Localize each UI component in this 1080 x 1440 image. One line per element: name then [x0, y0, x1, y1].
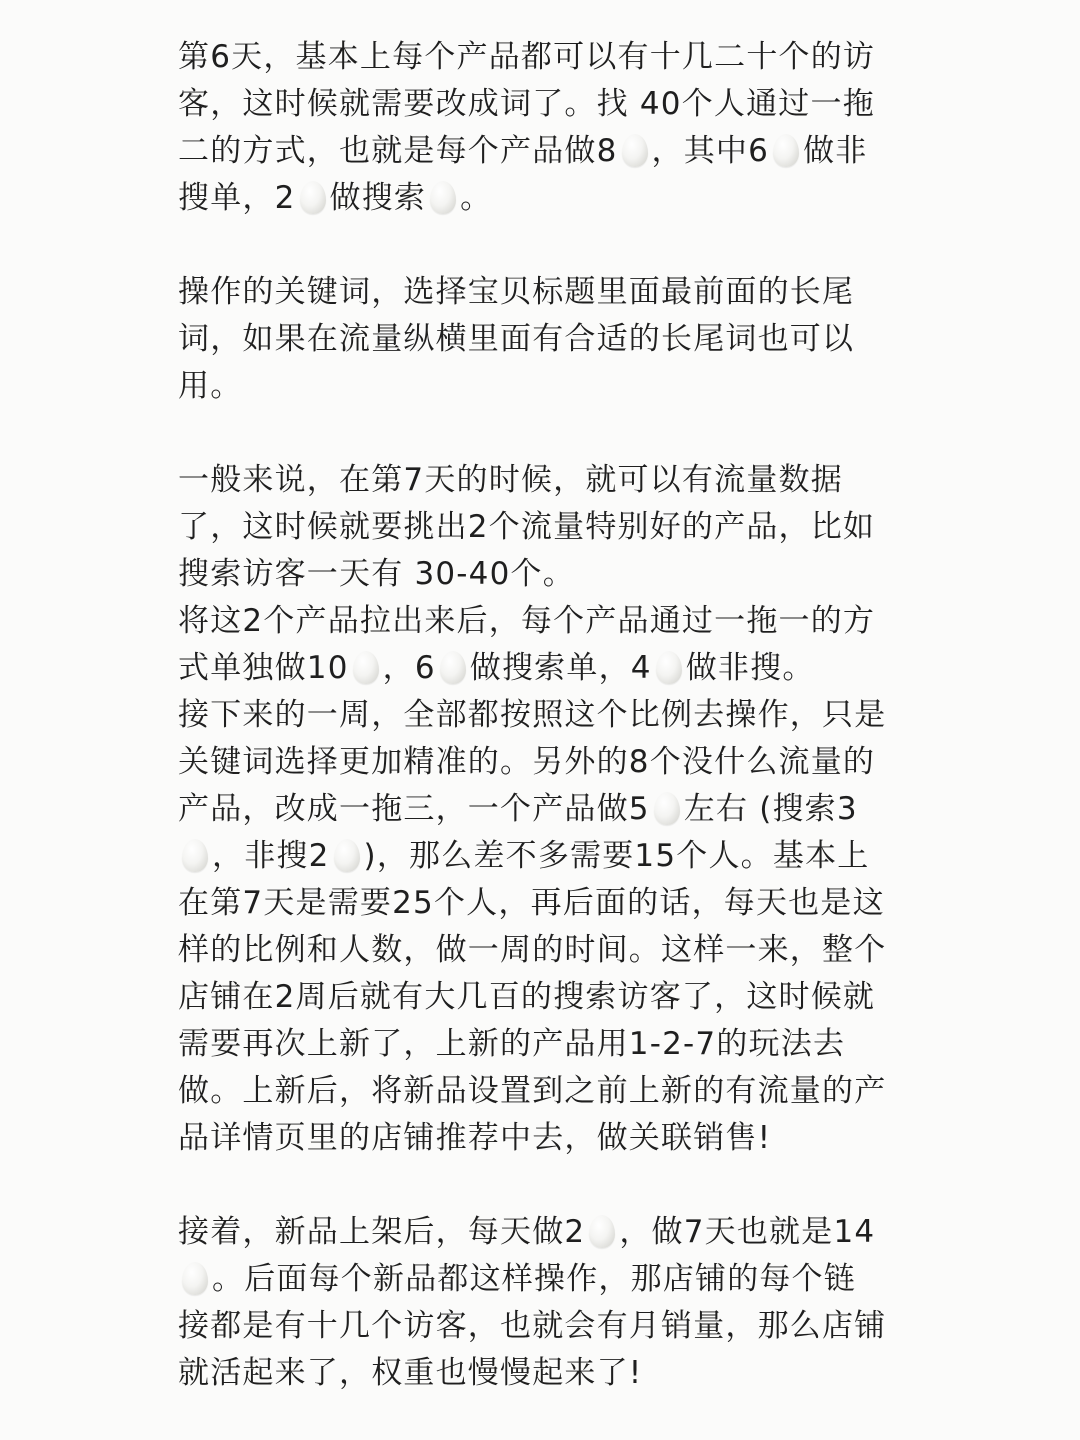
text-run: 需要再次上新了，上新的产品用1-2-7的玩法去	[178, 1026, 846, 1062]
text-run: 样的比例和人数，做一周的时间。这样一来，整个	[178, 932, 887, 968]
text-run: 做。上新后，将新品设置到之前上新的有流量的产	[178, 1073, 887, 1109]
text-run: ，非搜2	[212, 838, 330, 874]
text-line	[178, 1021, 930, 1068]
egg-emoji-icon	[334, 839, 360, 872]
text-run: ，做7天也就是14	[619, 1214, 876, 1250]
text-line	[178, 974, 930, 1021]
text-run: 做搜索单，4	[469, 650, 652, 686]
egg-emoji-icon	[656, 651, 682, 684]
text-line	[178, 598, 930, 645]
text-line	[178, 504, 930, 551]
text-line	[178, 880, 930, 927]
text-line	[178, 269, 930, 316]
paragraph-gap	[178, 410, 930, 457]
text-line	[178, 457, 930, 504]
text-line	[178, 81, 930, 128]
text-run: 搜单，2	[178, 180, 296, 216]
text-run: )，那么差不多需要15个人。基本上	[363, 838, 870, 874]
text-run: 。后面每个新品都这样操作，那店铺的每个链	[212, 1261, 856, 1297]
text-run: 用。	[178, 368, 243, 404]
text-run: 第6天，基本上每个产品都可以有十几二十个的访	[178, 39, 876, 75]
paragraph-gap	[178, 222, 930, 269]
text-run: 做非	[803, 133, 868, 169]
text-run: 左右 (搜索3	[683, 791, 858, 827]
text-line	[178, 1350, 930, 1397]
text-run: 一般来说，在第7天的时候，就可以有流量数据	[178, 462, 843, 498]
egg-emoji-icon	[440, 651, 466, 684]
text-run: 式单独做10	[178, 650, 349, 686]
text-line	[178, 128, 930, 175]
text-run: 搜索访客一天有 30-40个。	[178, 556, 575, 592]
text-line	[178, 786, 930, 833]
text-line	[178, 551, 930, 598]
egg-emoji-icon	[182, 1262, 208, 1295]
paragraph-2	[178, 269, 930, 410]
text-run: 。	[460, 180, 493, 216]
text-run: 二的方式，也就是每个产品做8	[178, 133, 618, 169]
paragraph-3	[178, 457, 930, 1162]
text-run: 关键词选择更加精准的。另外的8个没什么流量的	[178, 744, 876, 780]
egg-emoji-icon	[182, 839, 208, 872]
text-line	[178, 1256, 930, 1303]
text-line	[178, 739, 930, 786]
egg-emoji-icon	[654, 792, 680, 825]
text-run: 了，这时候就要挑出2个流量特别好的产品，比如	[178, 509, 876, 545]
text-run: 将这2个产品拉出来后，每个产品通过一拖一的方	[178, 603, 876, 639]
paragraph-gap	[178, 1162, 930, 1209]
text-line	[178, 34, 930, 81]
text-run: 接着，新品上架后，每天做2	[178, 1214, 586, 1250]
text-line	[178, 1209, 930, 1256]
text-run: 品详情页里的店铺推荐中去，做关联销售!	[178, 1120, 772, 1156]
text-run: 接下来的一周，全部都按照这个比例去操作，只是	[178, 697, 887, 733]
text-line	[178, 363, 930, 410]
egg-emoji-icon	[430, 181, 456, 214]
text-line	[178, 1068, 930, 1115]
text-run: 词，如果在流量纵横里面有合适的长尾词也可以	[178, 321, 855, 357]
text-line	[178, 316, 930, 363]
text-run: 做非搜。	[685, 650, 815, 686]
text-run: 做搜索	[329, 180, 427, 216]
text-run: 产品，改成一拖三，一个产品做5	[178, 791, 650, 827]
text-line	[178, 1115, 930, 1162]
paragraph-1	[178, 34, 930, 222]
text-run: 客，这时候就需要改成词了。找 40个人通过一拖	[178, 86, 875, 122]
text-line	[178, 833, 930, 880]
egg-emoji-icon	[589, 1215, 615, 1248]
egg-emoji-icon	[353, 651, 379, 684]
text-run: 操作的关键词，选择宝贝标题里面最前面的长尾	[178, 274, 855, 310]
egg-emoji-icon	[300, 181, 326, 214]
text-run: 店铺在2周后就有大几百的搜索访客了，这时候就	[178, 979, 876, 1015]
text-run: 接都是有十几个访客，也就会有月销量，那么店铺	[178, 1308, 887, 1344]
text-line	[178, 927, 930, 974]
text-run: 在第7天是需要25个人，再后面的话，每天也是这	[178, 885, 885, 921]
paragraph-4	[178, 1209, 930, 1397]
egg-emoji-icon	[773, 134, 799, 167]
text-line	[178, 645, 930, 692]
egg-emoji-icon	[622, 134, 648, 167]
text-line	[178, 1303, 930, 1350]
text-run: 就活起来了，权重也慢慢起来了!	[178, 1355, 643, 1391]
text-line	[178, 692, 930, 739]
text-line	[178, 175, 930, 222]
text-run: ，6	[382, 650, 436, 686]
text-run: ，其中6	[651, 133, 770, 169]
